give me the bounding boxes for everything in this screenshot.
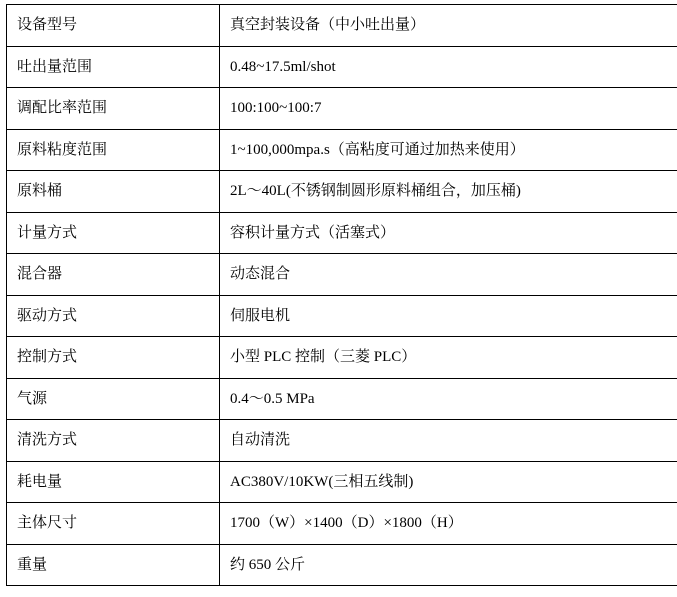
spec-label: 混合器 <box>7 254 220 296</box>
spec-label: 清洗方式 <box>7 420 220 462</box>
equipment-specification-table <box>6 4 677 586</box>
spec-label: 计量方式 <box>7 212 220 254</box>
table-row <box>7 337 677 379</box>
table-row <box>7 171 677 213</box>
table-row <box>7 46 677 88</box>
spec-label: 控制方式 <box>7 337 220 379</box>
spec-value: 真空封装设备（中小吐出量） <box>220 5 677 47</box>
table-row <box>7 295 677 337</box>
spec-value: 2L～40L(不锈钢制圆形原料桶组合，加压桶) <box>220 171 677 213</box>
table-row <box>7 129 677 171</box>
spec-value: 容积计量方式（活塞式） <box>220 212 677 254</box>
spec-label: 气源 <box>7 378 220 420</box>
spec-label: 重量 <box>7 544 220 586</box>
spec-label: 驱动方式 <box>7 295 220 337</box>
table-row <box>7 212 677 254</box>
spec-label: 主体尺寸 <box>7 503 220 545</box>
table-body <box>7 5 677 586</box>
spec-value: 自动清洗 <box>220 420 677 462</box>
spec-label: 原料桶 <box>7 171 220 213</box>
table-row <box>7 5 677 47</box>
spec-value: 小型 PLC 控制（三菱 PLC） <box>220 337 677 379</box>
spec-value: 0.48~17.5ml/shot <box>220 46 677 88</box>
spec-value: 100:100~100:7 <box>220 88 677 130</box>
table-row <box>7 544 677 586</box>
spec-value: 动态混合 <box>220 254 677 296</box>
spec-label: 原料粘度范围 <box>7 129 220 171</box>
table-row <box>7 88 677 130</box>
spec-label: 调配比率范围 <box>7 88 220 130</box>
table-row <box>7 503 677 545</box>
spec-value: 伺服电机 <box>220 295 677 337</box>
spec-value: 约 650 公斤 <box>220 544 677 586</box>
spec-label: 设备型号 <box>7 5 220 47</box>
spec-value: 0.4～0.5 MPa <box>220 378 677 420</box>
spec-label: 吐出量范围 <box>7 46 220 88</box>
spec-value: AC380V/10KW(三相五线制) <box>220 461 677 503</box>
table-row <box>7 378 677 420</box>
table-row <box>7 254 677 296</box>
spec-label: 耗电量 <box>7 461 220 503</box>
table-row <box>7 420 677 462</box>
spec-value: 1700（W）×1400（D）×1800（H） <box>220 503 677 545</box>
spec-value: 1~100,000mpa.s（高粘度可通过加热来使用） <box>220 129 677 171</box>
table-row <box>7 461 677 503</box>
